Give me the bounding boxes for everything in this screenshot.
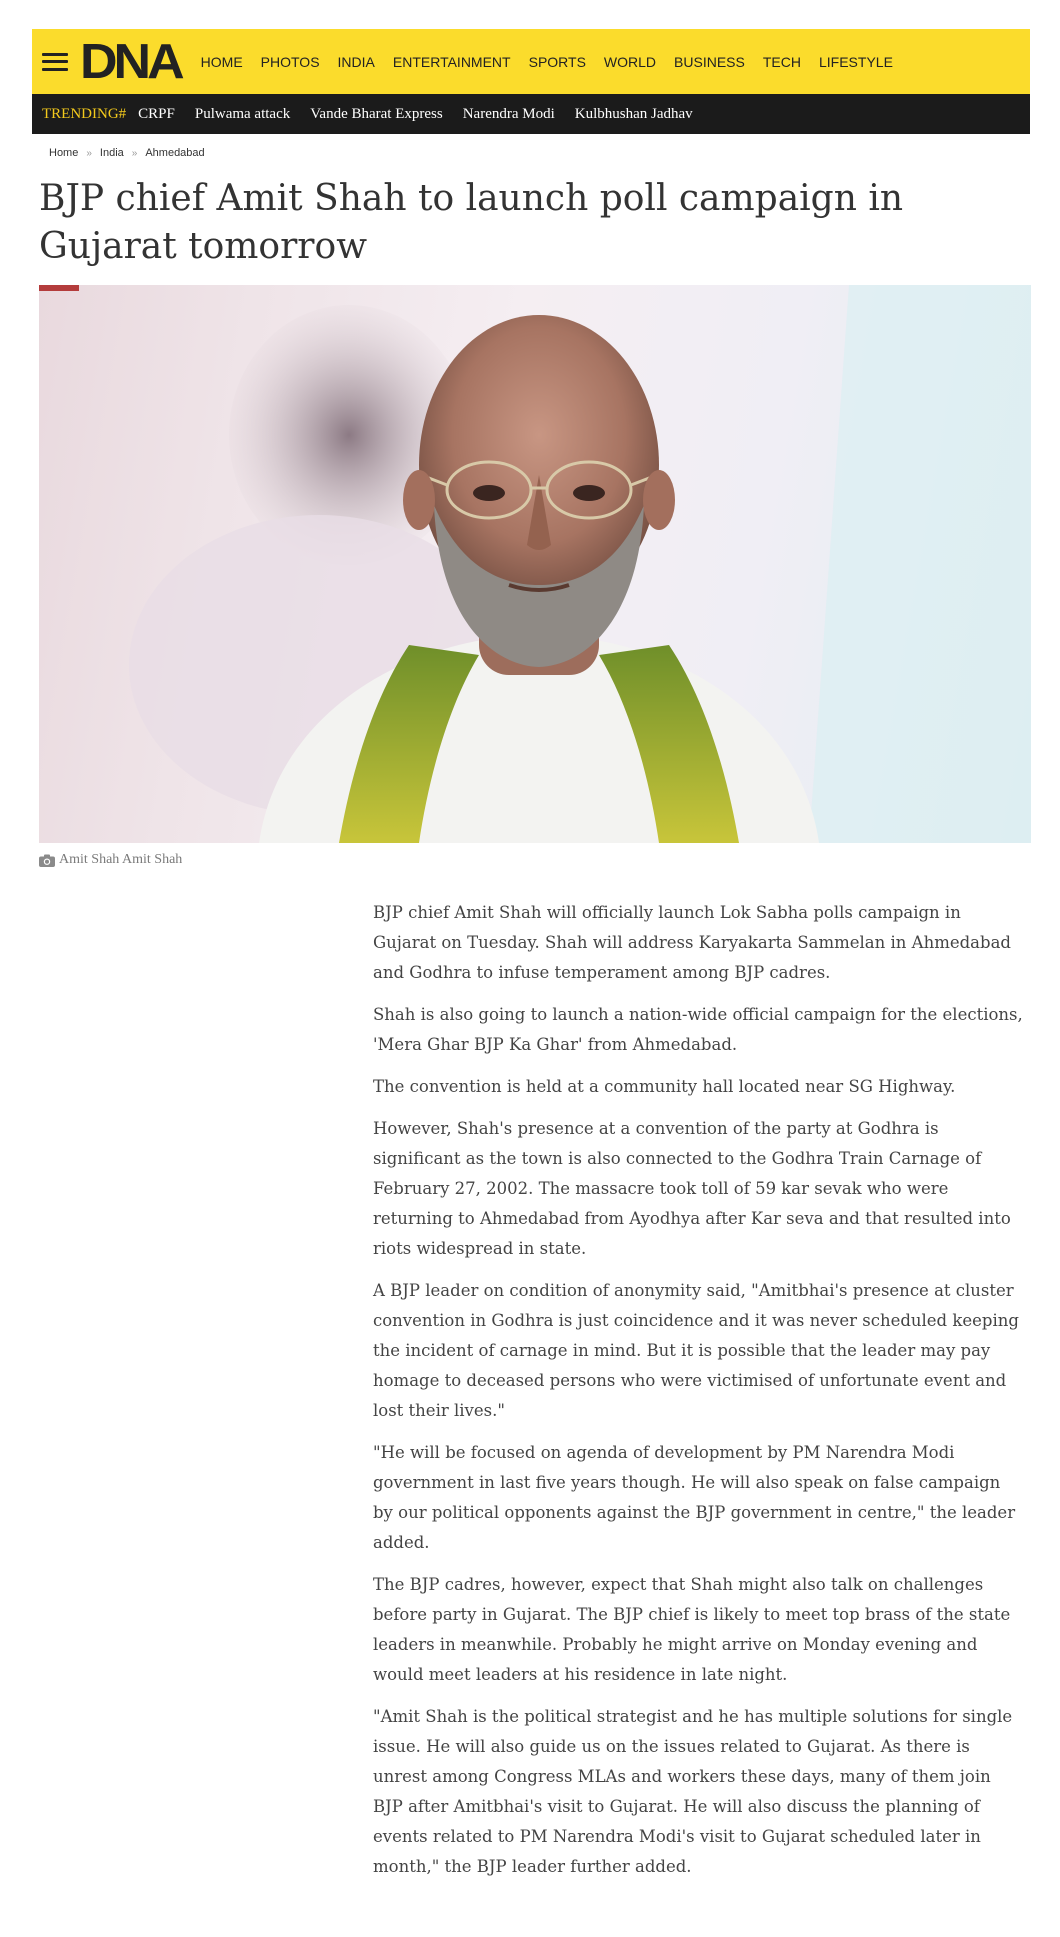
article-hero-image [39,285,1031,843]
article-paragraph: "Amit Shah is the political strategist and he has multiple solutions for single issue. He will also guide us on the issues related to Gujarat. As there is unrest among Congress MLAs and workers these days, many of them join BJP after Amitbhai's visit to Gujarat. He will also discuss the planning of events related to PM Narendra Modi's visit to Gujarat scheduled later in month," the BJP leader further added. [373,1707,1013,1876]
article-headline: BJP chief Amit Shah to launch poll campaign in Gujarat tomorrow [39,178,904,267]
article-paragraph: BJP chief Amit Shah will officially launch Lok Sabha polls campaign in Gujarat on Tuesday. Shah will address Karyakarta Sammelan in Ahmedabad and Godhra to infuse temperament among BJP cadres. [373,903,1011,982]
nav-india[interactable]: INDIA [337,53,375,70]
article-paragraph: However, Shah's presence at a convention of the party at Godhra is significant as the town is also connected to the Godhra Train Carnage of February 27, 2002. The massacre took toll of 59 kar sevak who were returning to Ahmedabad from Ayodhya after Kar seva and that resulted into riots widespread in state. [373,1119,1011,1258]
nav-entertainment[interactable]: ENTERTAINMENT [392,53,511,70]
nav-lifestyle[interactable]: LIFESTYLE [818,53,893,70]
camera-icon [39,854,55,867]
article-paragraph: A BJP leader on condition of anonymity said, "Amitbhai's presence at cluster convention in Godhra is just coincidence and it was never scheduled keeping the incident of carnage in mind. But it is possible that the leader may pay homage to deceased persons who were victimised of unfortunate event and lost their lives." [373,1281,1019,1420]
nav-sports[interactable]: SPORTS [528,53,586,70]
caption-text: Amit Shah Amit Shah [59,852,183,867]
breadcrumb [49,147,205,159]
trending-bar [32,94,1030,134]
breadcrumb-separator-icon: » [131,147,138,159]
hamburger-menu-icon[interactable] [42,53,68,71]
article-paragraph: The BJP cadres, however, expect that Shah might also talk on challenges before party in Gujarat. The BJP chief is likely to meet top brass of the state leaders in meanwhile. Probably he might arrive on Monday evening and would meet leaders at his residence in late night. [373,1575,1011,1684]
nav-tech[interactable]: TECH [762,53,801,70]
nav-photos[interactable]: PHOTOS [260,53,320,70]
article-paragraph: "He will be focused on agenda of development by PM Narendra Modi government in last five years though. He will also speak on false campaign by our political opponents against the BJP government in centre," the leader added. [373,1443,1016,1552]
trending-item[interactable]: Narendra Modi [462,105,555,122]
trending-item[interactable]: Pulwama attack [194,105,291,122]
portrait-photo [39,285,1031,843]
trending-item[interactable]: Kulbhushan Jadhav [574,105,693,122]
trending-item[interactable]: CRPF [138,105,175,122]
nav-world[interactable]: WORLD [603,53,657,70]
trending-label: TRENDING# [42,105,127,122]
article-paragraph: The convention is held at a community hall located near SG Highway. [373,1077,956,1096]
breadcrumb-home[interactable]: Home [49,147,79,159]
article-body [373,898,1023,1894]
nav-business[interactable]: BUSINESS [674,53,745,70]
image-caption [39,852,182,868]
breadcrumb-ahmedabad[interactable]: Ahmedabad [145,147,205,159]
main-nav [201,54,911,70]
top-nav-bar [32,29,1030,94]
trending-item[interactable]: Vande Bharat Express [310,105,443,122]
article-paragraph: Shah is also going to launch a nation-wide official campaign for the elections, 'Mera Ghar BJP Ka Ghar' from Ahmedabad. [373,1005,1023,1054]
breadcrumb-separator-icon: » [86,147,92,159]
breadcrumb-india[interactable]: India [99,147,124,159]
nav-home[interactable]: HOME [200,53,243,70]
site-logo[interactable]: DNA [80,33,181,90]
